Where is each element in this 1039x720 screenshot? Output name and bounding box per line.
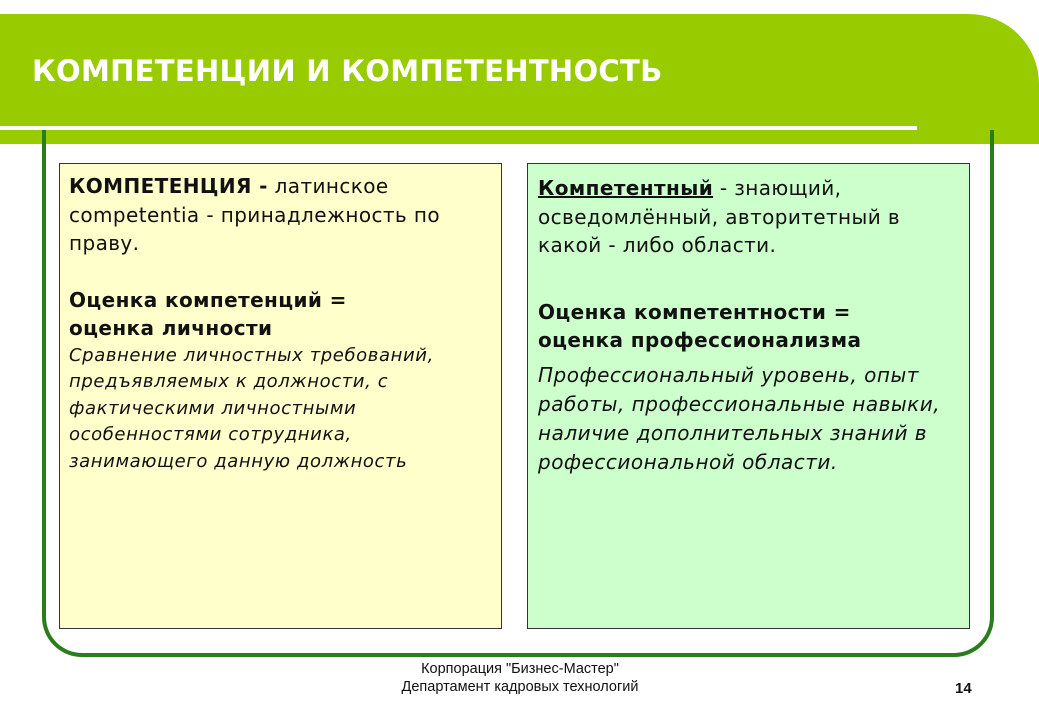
footer-company: Корпорация "Бизнес-Мастер" bbox=[421, 661, 619, 677]
competency-assessment-heading-2: оценка профессионализма bbox=[538, 328, 862, 352]
competence-assessment-description: Сравнение личностных требований, предъявляемых к должности, с фактическими личностными особенностями сотрудника, занимающего данную должность bbox=[69, 344, 434, 472]
competency-assessment-description: Профессиональный уровень, опыт работы, профессиональные навыки, наличие дополнительных знаний в рофессиональной области. bbox=[538, 362, 941, 474]
footer bbox=[330, 660, 710, 696]
competency-assessment-heading-1: Оценка компетентности = bbox=[538, 299, 851, 324]
competence-panel bbox=[59, 163, 502, 629]
slide-title: КОМПЕТЕНЦИИ И КОМПЕТЕНТНОСТЬ bbox=[32, 54, 663, 88]
competence-assessment-heading-2: оценка личности bbox=[69, 316, 273, 340]
competent-definition bbox=[538, 174, 959, 260]
competence-term: КОМПЕТЕНЦИЯ - bbox=[69, 174, 268, 198]
competent-definition-text: - знающий, осведомлённый, авторитетный в какой - либо области. bbox=[538, 176, 901, 257]
competence-definition bbox=[69, 172, 492, 258]
footer-department: Департамент кадровых технологий bbox=[401, 679, 639, 695]
competence-definition-text: латинское competentia - принадлежность по праву. bbox=[69, 174, 440, 255]
page-number: 14 bbox=[955, 680, 972, 697]
competency-panel bbox=[527, 163, 970, 629]
competence-assessment-heading-1: Оценка компетенций = bbox=[69, 287, 347, 312]
competent-term: Компетентный bbox=[538, 176, 714, 200]
